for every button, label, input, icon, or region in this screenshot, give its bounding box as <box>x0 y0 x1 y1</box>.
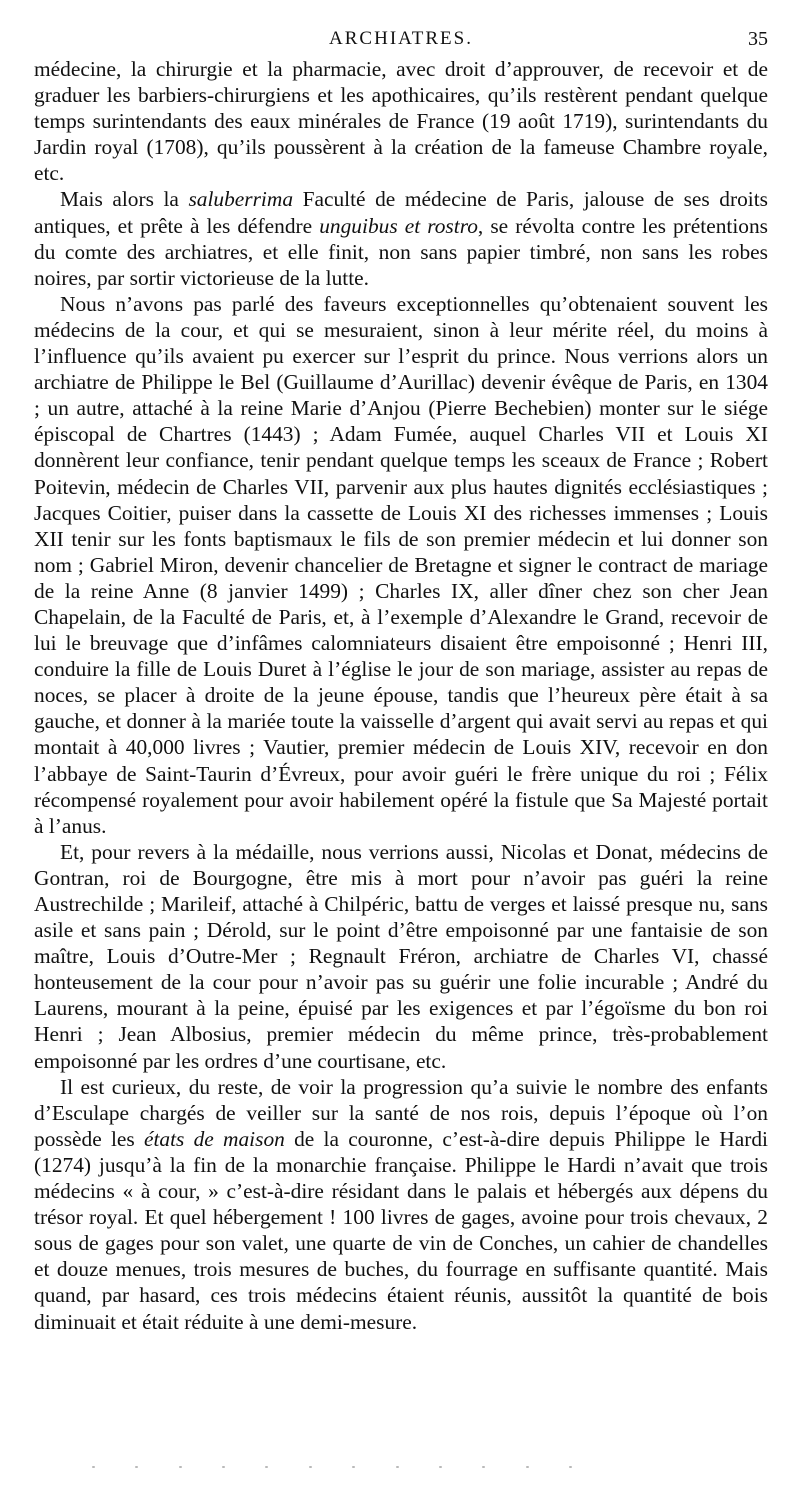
paragraph-1 <box>34 56 768 186</box>
smudge-mark <box>569 1466 572 1468</box>
smudge-mark <box>179 1466 182 1468</box>
paragraph-1-text: médecine, la chirurgie et la pharmacie, avec droit d’approuver, de recevoir et de graduer les barbiers-chirurgiens et les apothicaires, qu’ils restèrent pendant quelque temps surintendants des eaux minérales de France (19 août 1719), surintendants du Jardin royal (1708), qu’ils poussèrent à la création de la fameuse Chambre royale, etc. <box>34 57 768 186</box>
smudge-mark <box>92 1466 95 1468</box>
paragraph-2-text-1: Mais alors la <box>60 187 189 212</box>
paragraph-5-text-2: de la couronne, c’est-à-dire depuis Philippe le Hardi (1274) jusqu’à la fin de la monarchie française. Philippe le Hardi n’avait que trois médecins « à cour, » c’est-à-dire résidant dans le palais et hébergés aux dépens du trésor royal. Et quel hébergement ! 100 livres de gages, avoine pour trois chevaux, 2 sous de gages pour son valet, une quarte de vin de Conches, un cahier de chandelles et douze menues, trois mesures de buches, du fourrage en suffisante quantité. Mais quand, par hasard, ces trois médecins étaient réunis, aussitôt la quantité de bois diminuait et était réduite à une demi-mesure. <box>34 1126 768 1334</box>
smudge-mark <box>396 1466 399 1468</box>
smudge-mark <box>222 1466 225 1468</box>
smudge-mark <box>526 1466 529 1468</box>
footer-print-smudge <box>92 1462 572 1472</box>
paragraph-5 <box>34 1074 768 1335</box>
book-page <box>34 26 768 1335</box>
smudge-mark <box>309 1466 312 1468</box>
italic-phrase-etats-de-maison: états de maison <box>143 1126 285 1151</box>
smudge-mark <box>352 1466 355 1468</box>
paragraph-5-text-1: Il est curieux, du reste, de voir la progression qu’a suivie le nombre des enfants d’Esculape chargés de veiller sur la santé de nos rois, depuis l’époque où l’on possède les <box>34 1074 768 1151</box>
paragraph-2-text-2: Faculté de médecine de Paris, jalouse de ses droits antiques, et prête à les défendre <box>34 187 768 238</box>
paragraph-3-text: Nous n’avons pas parlé des faveurs exceptionnelles qu’obtenaient souvent les médecins de la cour, et qui se mesuraient, sinon à leur mérite réel, du moins à l’influence qu’ils avaient pu exercer sur l’esprit du prince. Nous verrions alors un archiatre de Philippe le Bel (Guillaume d’Aurillac) devenir évêque de Paris, en 1304 ; un autre, attaché à la reine Marie d’Anjou (Pierre Bechebien) monter sur le siége épiscopal de Chartres (1443) ; Adam Fumée, auquel Charles VII et Louis XI donnèrent leur confiance, tenir pendant quelque temps les sceaux de France ; Robert Poitevin, médecin de Charles VII, parvenir aux plus hautes dignités ecclésiastiques ; Jacques Coitier, puiser dans la cassette de Louis XI des richesses immenses ; Louis XII tenir sur les fonts baptismaux le fils de son premier médecin et lui donner son nom ; Gabriel Miron, devenir chancelier de Bretagne et signer le contract de mariage de la reine Anne (8 janvier 1499) ; Charles IX, aller dîner chez son cher Jean Chapelain, de la Faculté de Paris, et, à l’exemple d’Alexandre le Grand, recevoir de lui le breuvage que d’infâmes calomniateurs disaient être empoisonné ; Henri III, conduire la fille de Louis Duret à l’église le jour de son mariage, assister au repas de noces, se placer à droite de la jeune épouse, tandis que l’heureux père était à sa gauche, et donner à la mariée toute la vaisselle d’argent qui avait servi au repas et qui montait à 40,000 livres ; Vautier, premier médecin de Louis XIV, recevoir en don l’abbaye de Saint-Taurin d’Évreux, pour avoir guéri le frère unique du roi ; Félix récompensé royalement pour avoir habilement opéré la fistule que Sa Majesté portait à l’anus. <box>34 291 768 838</box>
smudge-mark <box>265 1466 268 1468</box>
latin-phrase-unguibus-et-rostro: unguibus et rostro <box>319 213 478 238</box>
paragraph-2 <box>34 186 768 290</box>
smudge-mark <box>135 1466 138 1468</box>
smudge-mark <box>482 1466 485 1468</box>
running-header <box>34 26 768 56</box>
page-number: 35 <box>748 28 768 50</box>
paragraph-4 <box>34 839 768 1074</box>
paragraph-2-text-3: , se révolta contre les prétentions du comte des archiatres, et elle finit, non sans papier timbré, non sans les robes noires, par sortir victorieuse de la lutte. <box>34 213 768 290</box>
body-text <box>34 56 768 1335</box>
running-title: ARCHIATRES. <box>329 28 473 49</box>
smudge-mark <box>439 1466 442 1468</box>
latin-phrase-saluberrima: saluberrima <box>188 187 294 212</box>
paragraph-3 <box>34 291 768 839</box>
paragraph-4-text: Et, pour revers à la médaille, nous verrions aussi, Nicolas et Donat, médecins de Gontran, roi de Bourgogne, être mis à mort pour n’avoir pas guéri la reine Austrechilde ; Marileif, attaché à Chilpéric, battu de verges et laissé presque nu, sans asile et sans pain ; Dérold, sur le point d’être empoisonné par une fantaisie de son maître, Louis d’Outre-Mer ; Regnault Fréron, archiatre de Charles VI, chassé honteusement de la cour pour n’avoir pas su guérir une folie incurable ; André du Laurens, mourant à la peine, épuisé par les exigences et par l’égoïsme du bon roi Henri ; Jean Albosius, premier médecin du même prince, très-probablement empoisonné par les ordres d’une courtisane, etc. <box>34 839 768 1073</box>
